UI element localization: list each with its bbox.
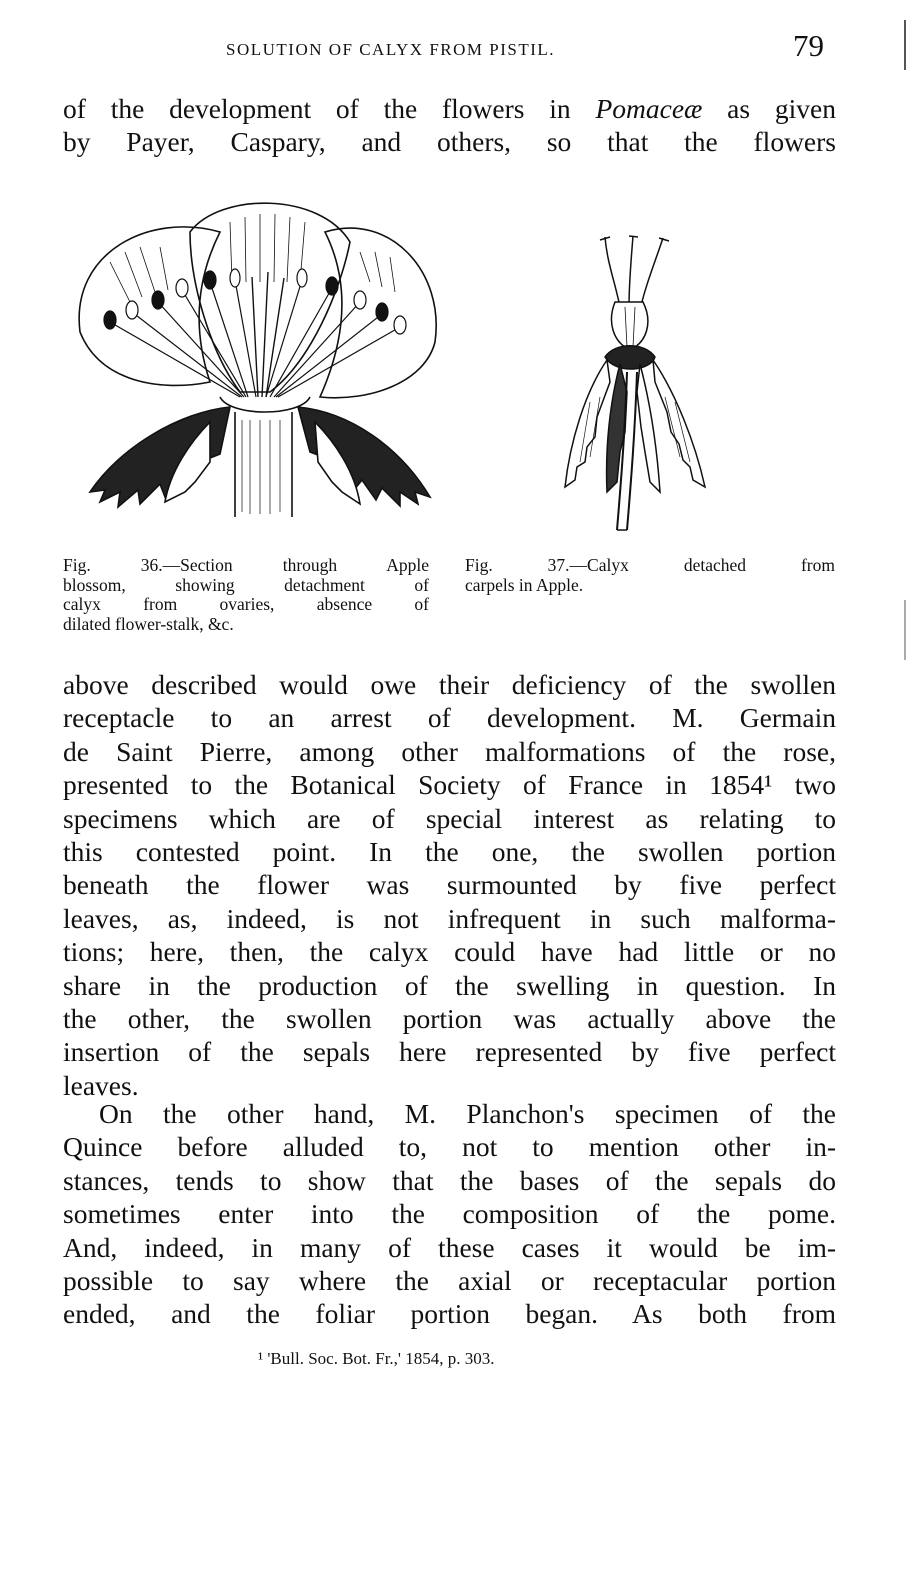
intro-paragraph — [63, 92, 836, 159]
caption-line: calyx from ovaries, absence of — [63, 594, 429, 614]
footnote: ¹ 'Bull. Soc. Bot. Fr.,' 1854, p. 303. — [258, 1349, 495, 1368]
body-paragraph-1 — [63, 668, 836, 1102]
text-line: share in the production of the swelling in question. In — [63, 969, 836, 1001]
text-line: presented to the Botanical Society of France in 1854¹ two — [63, 769, 836, 801]
page-number: 79 — [793, 28, 824, 63]
fig37-calyx-illustration — [545, 232, 725, 532]
running-title: SOLUTION OF CALYX FROM PISTIL. — [226, 40, 556, 59]
caption-line: carpels in Apple. — [465, 574, 584, 595]
text-line: specimens which are of special interest as relating to — [63, 802, 836, 834]
italic-pomaceae: Pomaceæ — [595, 93, 703, 124]
text-line: leaves. — [63, 1069, 139, 1101]
text-line: beneath the flower was surmounted by five perfect — [63, 869, 836, 901]
text-line: de Saint Pierre, among other malformations of the rose, — [63, 735, 836, 767]
text-line: leaves, as, indeed, is not infrequent in such malforma- — [63, 902, 836, 934]
body-paragraph-2 — [63, 1097, 836, 1331]
text-line: above described would owe their deficiency of the swollen — [63, 669, 836, 700]
text-line: tions; here, then, the calyx could have had little or no — [63, 936, 836, 968]
text-line: receptacle to an arrest of development. M. Germain — [63, 702, 836, 734]
text-line: insertion of the sepals here represented by five perfect — [63, 1036, 836, 1068]
text-line: the other, the swollen portion was actually above the — [63, 1003, 836, 1035]
intro-line-1: of the development of the flowers in Pomaceæ as given — [63, 93, 836, 124]
text-line: ended, and the foliar portion began. As both from — [63, 1298, 836, 1330]
fig36-apple-blossom-illustration — [70, 192, 450, 532]
intro-line-2: by Payer, Caspary, and others, so that the flowers — [63, 126, 836, 158]
text-line: And, indeed, in many of these cases it would be im- — [63, 1231, 836, 1263]
text-line: this contested point. In the one, the swollen portion — [63, 836, 836, 868]
text-line: sometimes enter into the composition of the pome. — [63, 1198, 836, 1230]
caption-line: Fig. 36.—Section through Apple — [63, 555, 429, 575]
fig37-caption — [465, 556, 835, 595]
text-line: On the other hand, M. Planchon's specimen of the — [99, 1098, 836, 1129]
text-line: stances, tends to show that the bases of the sepals do — [63, 1164, 836, 1196]
scan-margin-mark — [904, 20, 906, 70]
caption-line: Fig. 37.—Calyx detached from — [465, 555, 835, 575]
caption-line: dilated flower-stalk, &c. — [63, 613, 234, 634]
scan-margin-mark — [904, 600, 906, 660]
text-line: possible to say where the axial or receptacular portion — [63, 1265, 836, 1297]
caption-line: blossom, showing detachment of — [63, 574, 429, 595]
fig36-caption — [63, 556, 429, 634]
text-line: Quince before alluded to, not to mention other in- — [63, 1131, 836, 1163]
